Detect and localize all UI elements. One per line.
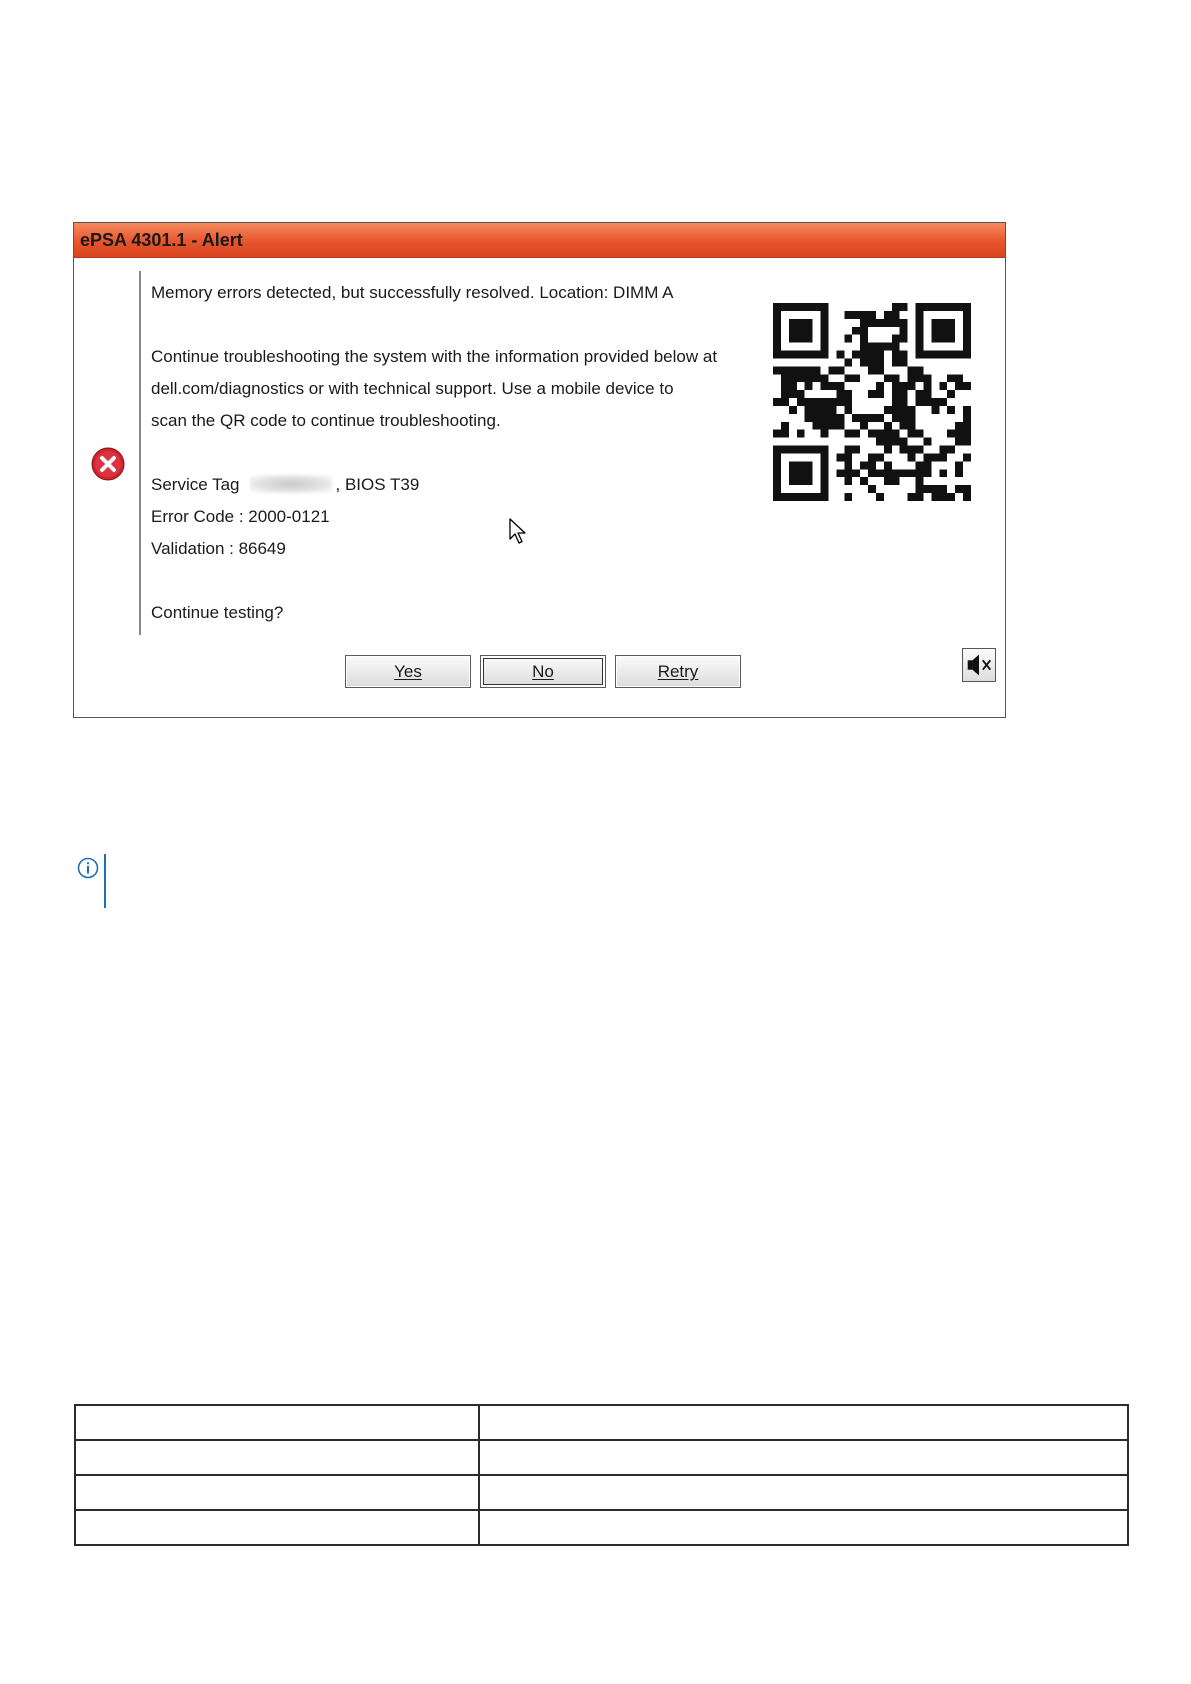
table-cell <box>479 1510 1128 1545</box>
continue-question: Continue testing? <box>151 603 284 622</box>
table-cell <box>75 1510 479 1545</box>
table-cell <box>75 1405 479 1440</box>
table-row <box>75 1475 1128 1510</box>
speaker-mute-icon[interactable] <box>962 648 996 682</box>
content-divider <box>139 271 141 635</box>
table-row <box>75 1510 1128 1545</box>
table-row <box>75 1440 1128 1475</box>
alert-dialog <box>73 222 1006 718</box>
error-code: Error Code : 2000-0121 <box>151 507 330 526</box>
table-cell <box>479 1475 1128 1510</box>
service-tag-label: Service Tag <box>151 475 240 494</box>
data-table <box>74 1404 1129 1546</box>
validation-code: Validation : 86649 <box>151 539 286 558</box>
instruction-line-2: dell.com/diagnostics or with technical support. Use a mobile device to <box>151 379 674 398</box>
table-row <box>75 1405 1128 1440</box>
bios-version: , BIOS T39 <box>335 475 420 494</box>
error-icon <box>91 447 125 481</box>
retry-button[interactable]: Retry <box>615 655 741 688</box>
instruction-line-1: Continue troubleshooting the system with the information provided below at <box>151 347 718 366</box>
dialog-titlebar <box>74 223 1005 258</box>
note-divider <box>104 854 106 908</box>
table-cell <box>479 1405 1128 1440</box>
table-cell <box>75 1475 479 1510</box>
table-cell <box>75 1440 479 1475</box>
service-tag-redacted <box>250 475 332 493</box>
dialog-title: ePSA 4301.1 - Alert <box>80 230 243 250</box>
no-button[interactable]: No <box>480 655 606 688</box>
qr-code[interactable] <box>773 303 971 501</box>
mouse-cursor-icon <box>508 517 528 547</box>
memory-error-message: Memory errors detected, but successfully resolved. Location: DIMM A <box>151 283 674 302</box>
service-tag-line <box>151 475 419 495</box>
info-icon <box>77 857 99 879</box>
instruction-line-3: scan the QR code to continue troubleshooting. <box>151 411 501 430</box>
yes-button[interactable]: Yes <box>345 655 471 688</box>
table-cell <box>479 1440 1128 1475</box>
